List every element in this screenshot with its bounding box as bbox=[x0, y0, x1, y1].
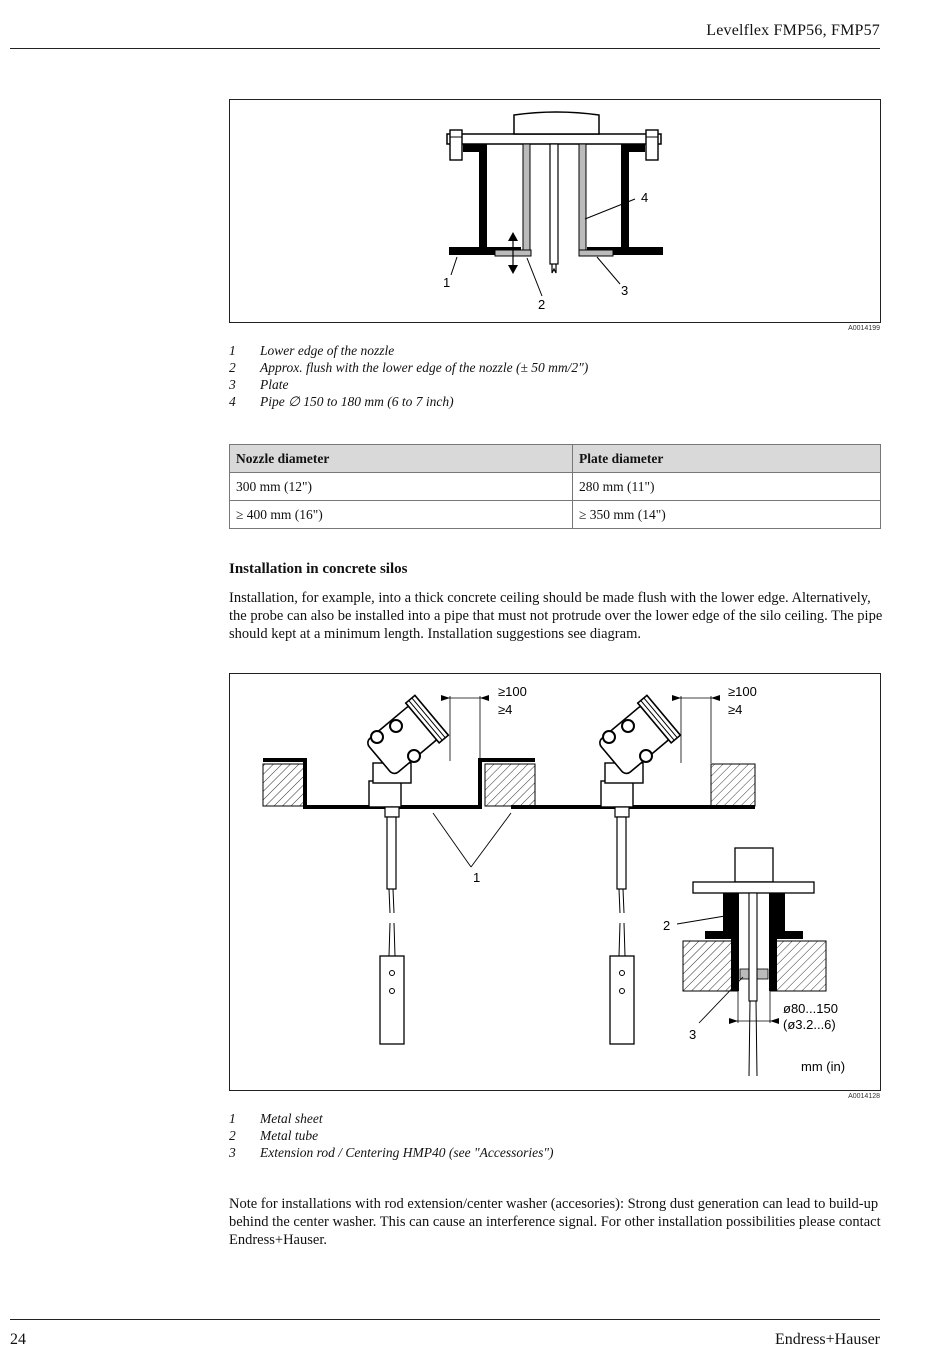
table-cell: 300 mm (12") bbox=[230, 473, 573, 501]
section-paragraph: Installation, for example, into a thick concrete ceiling should be made flush with the lower edge. Alternatively, the probe can also be installed into a pipe that must not protrude over the lower edge of the silo ceiling. The pipe should kept at a minimum length. Installation suggestions see diagram. bbox=[229, 590, 883, 642]
units-label: mm (in) bbox=[801, 1059, 846, 1074]
footer-rule bbox=[10, 1319, 880, 1320]
diameter-table bbox=[229, 444, 881, 529]
table-cell: ≥ 400 mm (16") bbox=[230, 501, 573, 529]
figure-concrete-silo bbox=[229, 673, 881, 1091]
figure-code: A0014199 bbox=[848, 325, 880, 332]
legend-item: 4 Pipe ∅ 150 to 180 mm (6 to 7 inch) bbox=[229, 394, 454, 409]
legend-item: 3 Extension rod / Centering HMP40 (see "Accessories") bbox=[229, 1145, 554, 1160]
nozzle-plate-diagram bbox=[230, 100, 880, 322]
dim-label-b-left: ≥4 bbox=[498, 702, 513, 717]
probe-device-left bbox=[363, 695, 449, 1044]
probe-device-right bbox=[595, 695, 681, 1044]
legend-item: 3 Plate bbox=[229, 377, 289, 392]
callout-1: 1 bbox=[473, 870, 481, 885]
legend-item: 2 Metal tube bbox=[229, 1128, 319, 1143]
detail-metal-tube bbox=[677, 848, 826, 1076]
table-header-cell: Nozzle diameter bbox=[230, 445, 573, 473]
dim-label-a-left: ≥100 bbox=[498, 684, 527, 699]
concrete-silo-diagram bbox=[230, 674, 880, 1090]
callout-3: 3 bbox=[689, 1027, 697, 1042]
table-row bbox=[230, 501, 881, 529]
callout-2: 2 bbox=[538, 297, 546, 312]
header-rule bbox=[10, 48, 880, 49]
figure-legend bbox=[229, 1110, 879, 1161]
table-header-cell: Plate diameter bbox=[573, 445, 881, 473]
diameter-mm-label: ø80...150 bbox=[783, 1001, 838, 1016]
dim-label-b-right: ≥4 bbox=[728, 702, 743, 717]
legend-item: 2 Approx. flush with the lower edge of the nozzle (± 50 mm/2") bbox=[229, 360, 589, 375]
figure-code: A0014128 bbox=[848, 1093, 880, 1100]
callout-3: 3 bbox=[621, 283, 629, 298]
running-header-title: Levelflex FMP56, FMP57 bbox=[706, 22, 880, 39]
dim-label-a-right: ≥100 bbox=[728, 684, 757, 699]
callout-4: 4 bbox=[641, 190, 649, 205]
diameter-in-label: (ø3.2...6) bbox=[783, 1017, 836, 1032]
table-cell: ≥ 350 mm (14") bbox=[573, 501, 881, 529]
note-paragraph: Note for installations with rod extension/center washer (accesories): Strong dust generation can lead to build-up behind the center washer. This can cause an interference signal. For other installation possibilities please contact Endress+Hauser. bbox=[229, 1196, 881, 1248]
callout-2: 2 bbox=[663, 918, 671, 933]
page-number: 24 bbox=[10, 1331, 26, 1348]
table-header-row bbox=[230, 445, 881, 473]
callout-1: 1 bbox=[443, 275, 451, 290]
section-heading: Installation in concrete silos bbox=[229, 561, 408, 577]
legend-item: 1 Lower edge of the nozzle bbox=[229, 343, 395, 358]
table-cell: 280 mm (11") bbox=[573, 473, 881, 501]
legend-item: 1 Metal sheet bbox=[229, 1111, 323, 1126]
figure-nozzle-plate bbox=[229, 99, 881, 323]
table-row bbox=[230, 473, 881, 501]
figure-legend bbox=[229, 342, 879, 410]
footer-brand: Endress+Hauser bbox=[775, 1331, 880, 1348]
